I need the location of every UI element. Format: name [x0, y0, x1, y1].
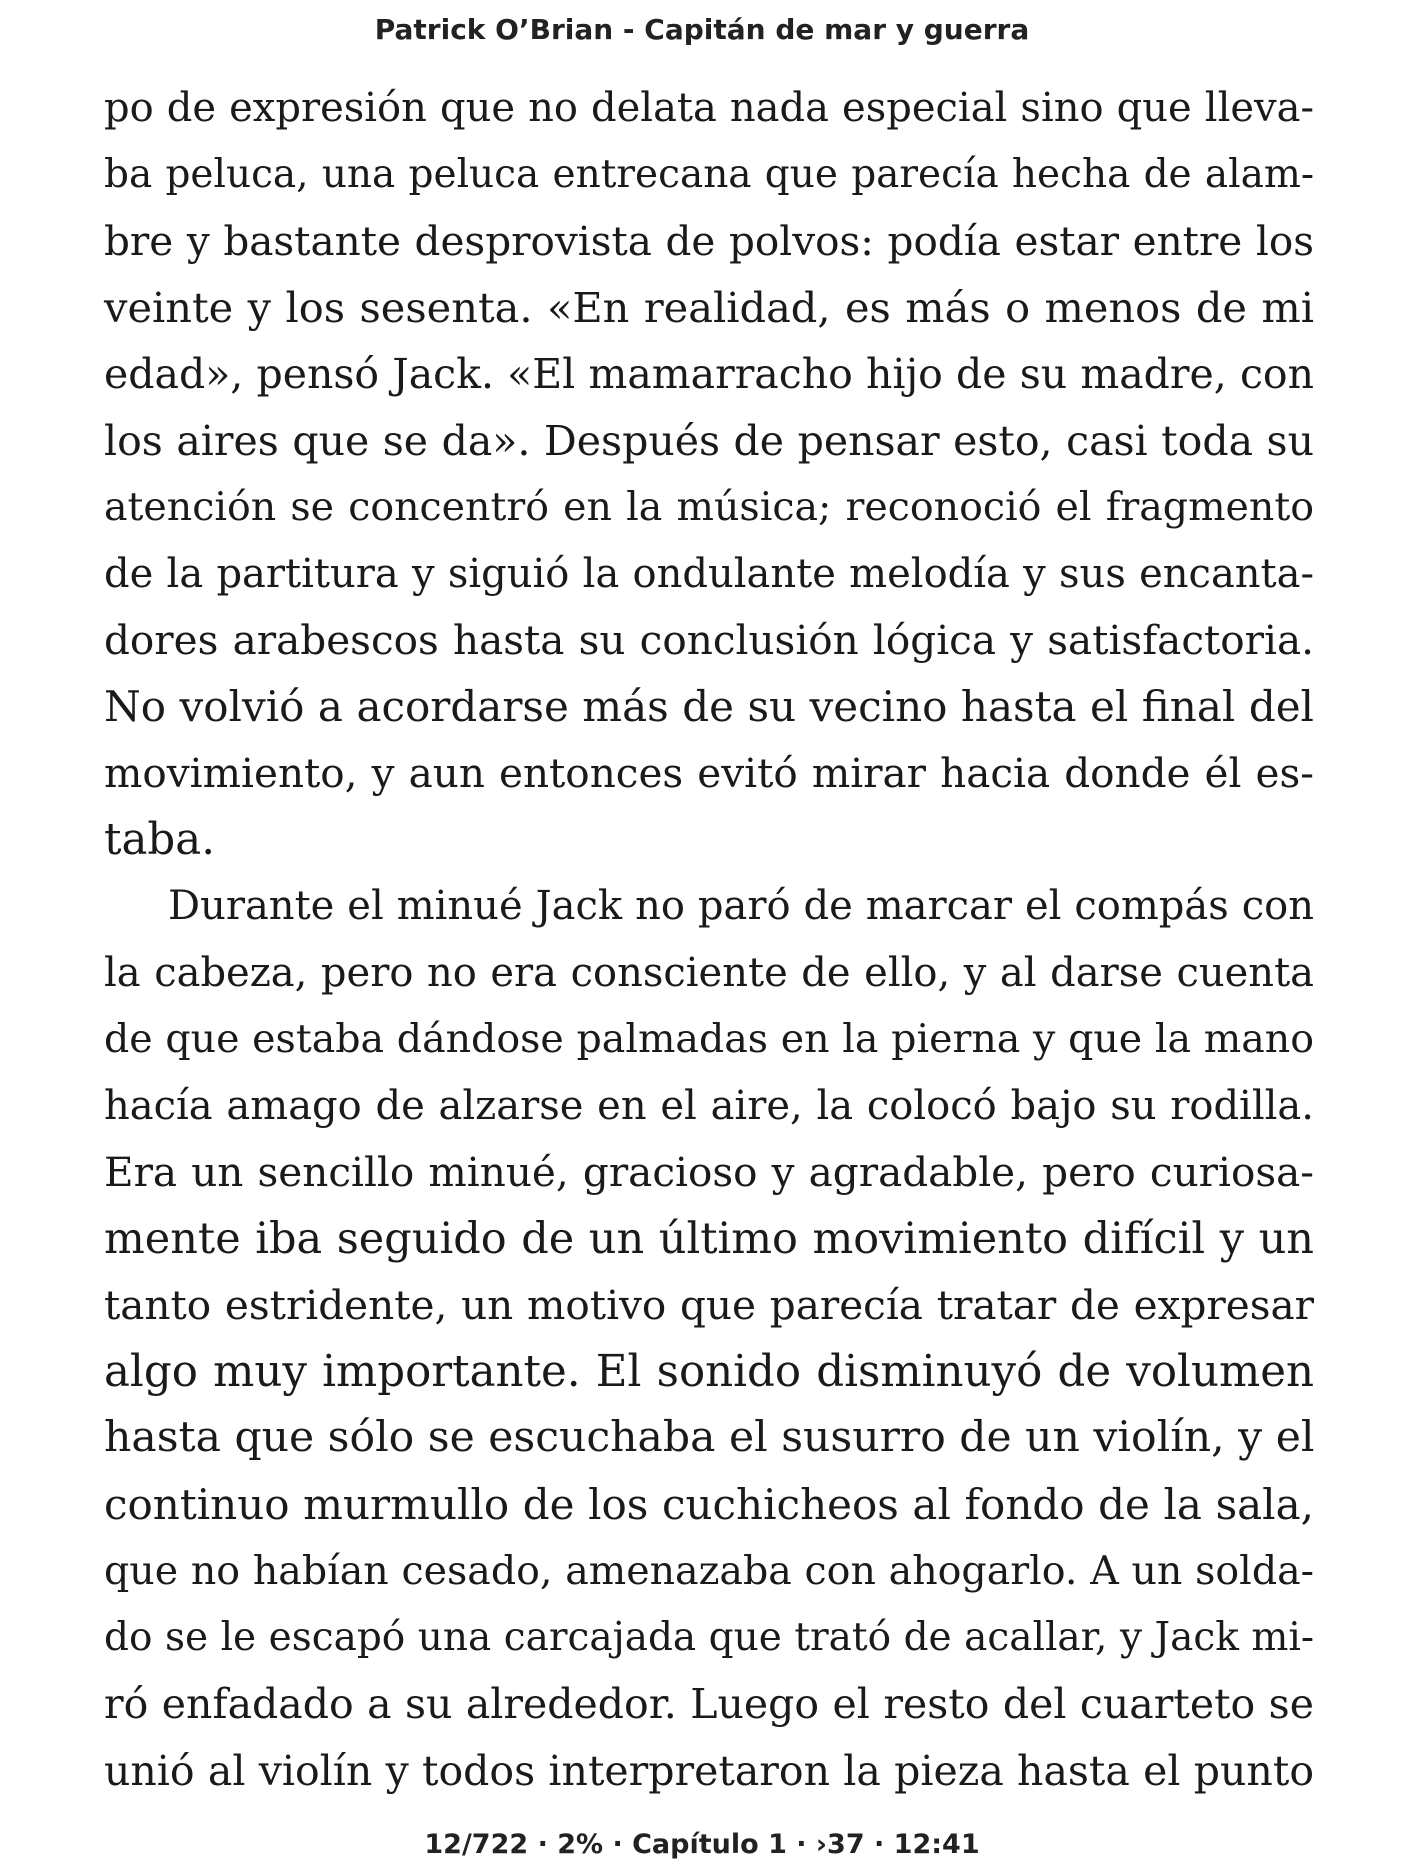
- text-line: hasta que sólo se escuchaba el susurro de un violín, y el: [104, 1413, 1315, 1462]
- text-line: la cabeza, pero no era consciente de ello, y al darse cuenta: [104, 949, 1314, 996]
- text-line: los aires que se da». Después de pensar esto, casi toda su: [104, 416, 1314, 465]
- page-text: [104, 75, 1314, 1804]
- text-line: de que estaba dándose palmadas en la pierna y que la mano: [104, 1016, 1314, 1062]
- book-title-header: Patrick O’Brian - Capitán de mar y guerra: [374, 13, 1030, 46]
- text-line: atención se concentró en la música; reconoció el fragmento: [104, 484, 1314, 530]
- paragraph-1: [104, 75, 1314, 873]
- text-line: veinte y los sesenta. «En realidad, es más o menos de mi: [104, 282, 1314, 332]
- text-line: edad», pensó Jack. «El mamarracho hijo de su madre, con: [104, 350, 1314, 398]
- reading-progress-footer: 12/722 · 2% · Capítulo 1 · ›37 · 12:41: [424, 1829, 980, 1860]
- text-line: mente iba seguido de un último movimiento difícil y un: [104, 1213, 1314, 1264]
- text-line: unió al violín y todos interpretaron la pieza hasta el punto: [104, 1746, 1314, 1795]
- text-line: Era un sencillo minué, gracioso y agradable, pero curiosa-: [104, 1148, 1314, 1196]
- text-line: No volvió a acordarse más de su vecino hasta el final del: [104, 681, 1314, 731]
- text-line: dores arabescos hasta su conclusión lógica y satisfactoria.: [104, 616, 1314, 664]
- text-line: algo muy importante. El sonido disminuyó de volumen: [104, 1346, 1314, 1397]
- text-line: continuo murmullo de los cuchicheos al fondo de la sala,: [104, 1479, 1314, 1529]
- text-line: de la partitura y siguió la ondulante melodía y sus encanta-: [104, 550, 1314, 597]
- text-line: ba peluca, una peluca entrecana que parecía hecha de alam-: [104, 151, 1314, 197]
- text-line: taba.: [104, 814, 216, 865]
- text-line: Durante el minué Jack no paró de marcar el compás con: [168, 883, 1314, 929]
- text-line: do se le escapó una carcajada que trató de acallar, y Jack mi-: [104, 1614, 1314, 1660]
- text-line: ró enfadado a su alrededor. Luego el resto del cuarteto se: [104, 1680, 1314, 1728]
- paragraph-2: [104, 873, 1314, 1804]
- text-line: tanto estridente, un motivo que parecía tratar de expresar: [104, 1281, 1314, 1329]
- text-line: movimiento, y aun entonces evitó mirar hacia donde él es-: [104, 749, 1314, 797]
- text-line: hacía amago de alzarse en el aire, la colocó bajo su rodilla.: [104, 1082, 1314, 1129]
- text-line: que no habían cesado, amenazaba con ahogarlo. A un solda-: [104, 1548, 1314, 1594]
- text-line: po de expresión que no delata nada especial sino que lleva-: [104, 85, 1314, 131]
- text-line: bre y bastante desprovista de polvos: podía estar entre los: [104, 217, 1314, 265]
